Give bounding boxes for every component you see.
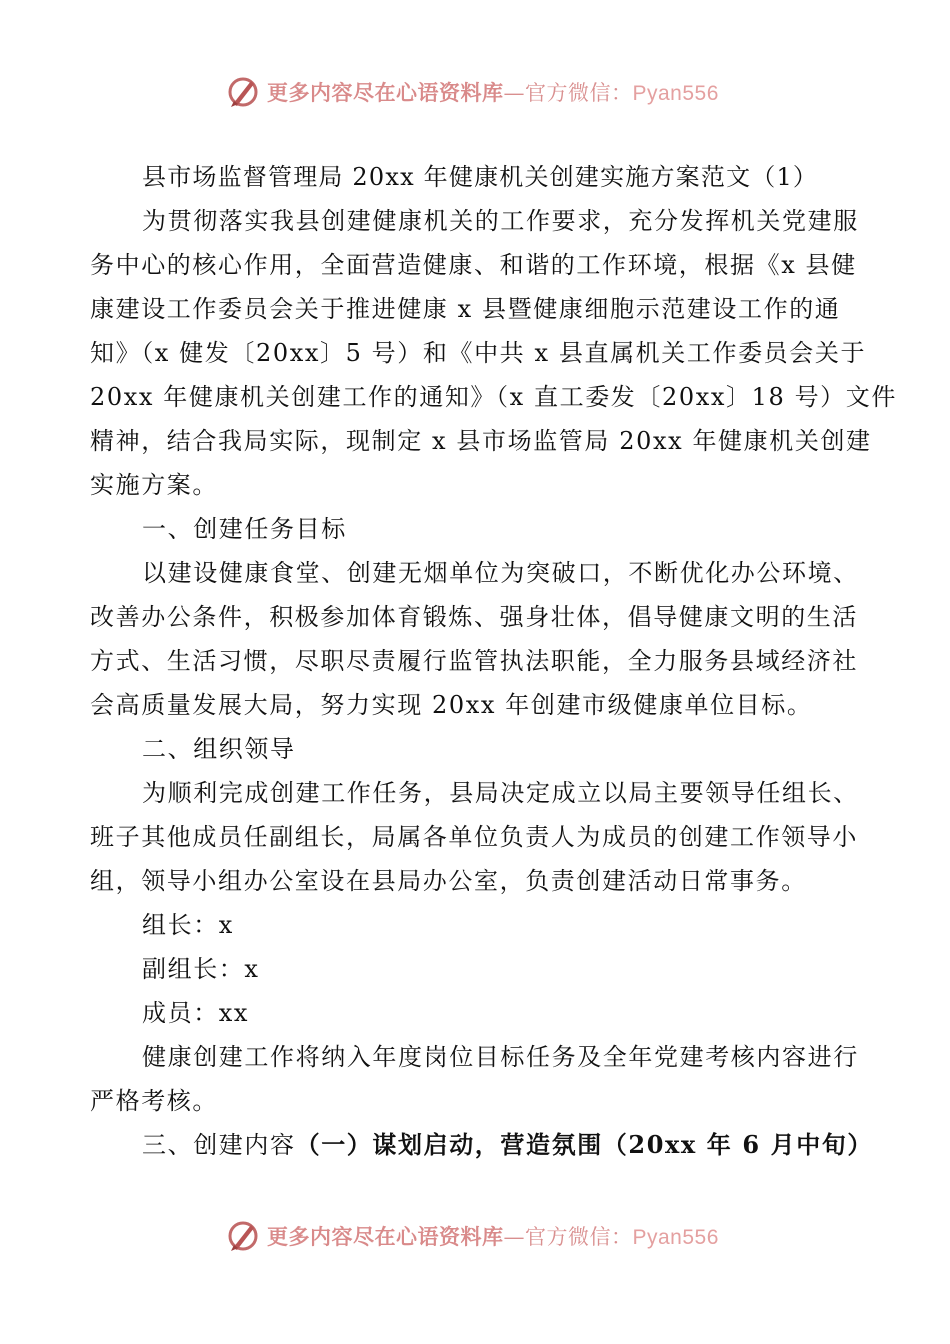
paragraph-line: 为贯彻落实我县创建健康机关的工作要求，充分发挥机关党建服 [142, 207, 859, 235]
members-line: 成员：xx [142, 999, 250, 1027]
paragraph-line: 健康创建工作将纳入年度岗位目标任务及全年党建考核内容进行 [142, 1043, 859, 1071]
watermark-text: 更多内容尽在心语资料库—官方微信：Pyan556 [267, 1224, 719, 1249]
paragraph-line: 组，领导小组办公室设在县局办公室，负责创建活动日常事务。 [90, 867, 807, 895]
paragraph-line: 知》（x 健发〔20xx〕5 号）和《中共 x 县直属机关工作委员会关于 [90, 339, 867, 367]
watermark-banner-bottom [225, 1216, 719, 1256]
document-title: 县市场监督管理局 20xx 年健康机关创建实施方案范文（1） [142, 163, 819, 191]
paragraph-line: 以建设健康食堂、创建无烟单位为突破口，不断优化办公环境、 [142, 559, 859, 587]
paragraph-line: 改善办公条件，积极参加体育锻炼、强身壮体，倡导健康文明的生活 [90, 603, 858, 631]
paragraph-line: 实施方案。 [90, 471, 218, 499]
paragraph-line: 会高质量发展大局，努力实现 20xx 年创建市级健康单位目标。 [90, 691, 813, 719]
section3-subheading: （一）谋划启动，营造氛围（20xx 年 6 月中旬） [295, 1130, 873, 1159]
document-body [90, 155, 897, 1167]
paragraph-line: 务中心的核心作用，全面营造健康、和谐的工作环境，根据《x 县健 [90, 251, 857, 279]
pen-circle-logo-icon [225, 1218, 261, 1254]
section-heading: 二、组织领导 [142, 735, 296, 763]
paragraph-line: 精神，结合我局实际，现制定 x 县市场监管局 20xx 年健康机关创建 [90, 427, 872, 455]
paragraph-line: 20xx 年健康机关创建工作的通知》（x 直工委发〔20xx〕18 号）文件 [90, 383, 897, 411]
section-heading [90, 1123, 873, 1167]
paragraph-line: 为顺利完成创建工作任务，县局决定成立以局主要领导任组长、 [142, 779, 859, 807]
paragraph-line: 班子其他成员任副组长，局属各单位负责人为成员的创建工作领导小 [90, 823, 858, 851]
watermark-text: 更多内容尽在心语资料库—官方微信：Pyan556 [267, 80, 719, 105]
watermark-banner-top [225, 72, 719, 112]
section3-heading: 三、创建内容 [142, 1131, 296, 1159]
pen-circle-logo-icon [225, 74, 261, 110]
paragraph-line: 康建设工作委员会关于推进健康 x 县暨健康细胞示范建设工作的通 [90, 295, 841, 323]
deputy-leader-line: 副组长：x [142, 955, 260, 983]
paragraph-line: 严格考核。 [90, 1087, 218, 1115]
leader-line: 组长：x [142, 911, 234, 939]
section-heading: 一、创建任务目标 [142, 515, 347, 543]
paragraph-line: 方式、生活习惯，尽职尽责履行监管执法职能，全力服务县域经济社 [90, 647, 858, 675]
